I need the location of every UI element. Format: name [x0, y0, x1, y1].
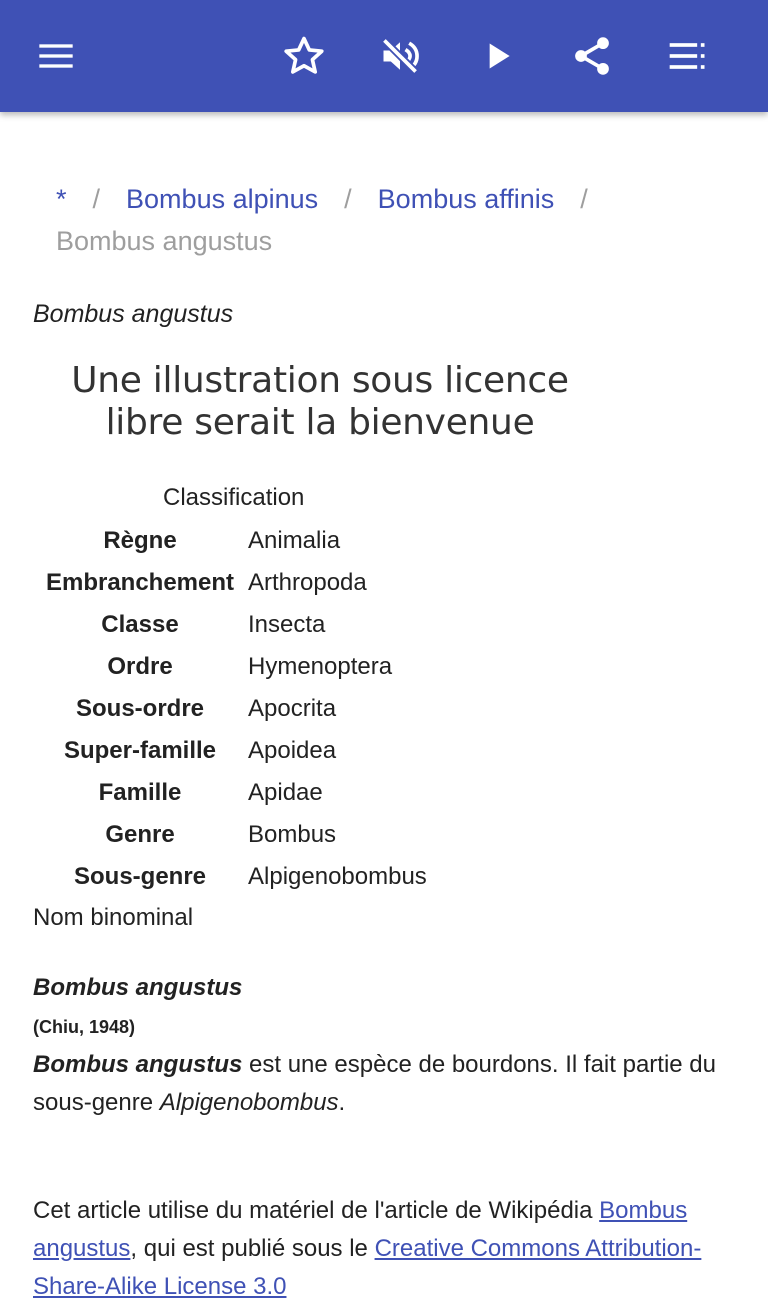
playlist-icon [666, 34, 710, 78]
playlist-button[interactable] [652, 20, 724, 92]
taxonomy-row [33, 520, 427, 562]
breadcrumb-item-bombus-alpinus[interactable]: Bombus alpinus [126, 184, 319, 214]
taxonomy-value: Apocrita [248, 695, 337, 722]
taxonomy-rank: Embranchement [45, 569, 235, 596]
breadcrumb-separator: / [344, 184, 352, 214]
taxonomy-row [33, 814, 427, 856]
taxonomy-rank: Règne [103, 527, 177, 554]
taxonomy-rank: Ordre [107, 653, 173, 680]
license-paragraph [33, 1192, 733, 1306]
taxonomy-rank: Famille [98, 779, 182, 806]
taxonomy-row [33, 604, 427, 646]
app-bar [0, 0, 768, 112]
image-placeholder-line2: libre serait la bienvenue [105, 402, 535, 443]
breadcrumb [56, 178, 736, 262]
taxonomy-row [33, 562, 427, 604]
intro-species: Bombus angustus [33, 1051, 243, 1078]
menu-button[interactable] [20, 20, 92, 92]
binomial-name: Bombus angustus [33, 974, 243, 1001]
article-content [0, 112, 768, 1300]
breadcrumb-current: Bombus angustus [56, 226, 273, 256]
share-button[interactable] [556, 20, 628, 92]
menu-icon [36, 36, 76, 76]
taxonomy-row [33, 730, 427, 772]
favorite-button[interactable] [268, 20, 340, 92]
license-text-middle: , qui est publié sous le [130, 1235, 375, 1262]
intro-text: est une espèce de bourdons. Il fait partie du sous-genre [33, 1051, 716, 1116]
taxonomy-value: Arthropoda [248, 569, 367, 596]
mute-button[interactable] [364, 20, 436, 92]
article-title: Bombus angustus [33, 300, 234, 328]
play-button[interactable] [462, 20, 534, 92]
breadcrumb-root[interactable]: * [56, 184, 67, 214]
classification-caption: Classification [163, 484, 305, 511]
taxonomy-rank: Sous-genre [73, 863, 207, 890]
share-icon [570, 34, 614, 78]
breadcrumb-separator: / [580, 184, 588, 214]
breadcrumb-separator: / [92, 184, 101, 214]
license-source-link[interactable]: Bombus angustus [33, 1197, 688, 1262]
taxonomy-row [33, 646, 427, 688]
volume-off-icon [378, 34, 422, 78]
taxonomy-value: Bombus [248, 821, 337, 848]
taxonomy-rank: Sous-ordre [75, 695, 204, 722]
taxonomy-row [33, 772, 427, 814]
taxonomy-value: Animalia [248, 527, 341, 554]
binomial-label: Nom binominal [33, 904, 194, 931]
taxonomy-row [33, 856, 427, 898]
taxonomy-rank: Super-famille [63, 737, 217, 764]
license-cc-link[interactable]: Creative Commons Attribution-Share-Alike License 3.0 [33, 1235, 702, 1300]
taxonomy-rank: Genre [105, 821, 175, 848]
taxonomy-rank: Classe [101, 611, 179, 638]
taxonomy-value: Alpigenobombus [248, 863, 427, 890]
image-placeholder[interactable] [40, 360, 600, 444]
taxonomy-value: Apoidea [248, 737, 337, 764]
taxonomy-value: Hymenoptera [248, 653, 393, 680]
image-placeholder-line1: Une illustration sous licence [71, 360, 569, 401]
taxonomy-value: Apidae [248, 779, 323, 806]
star-outline-icon [282, 34, 326, 78]
intro-text-end: . [338, 1089, 346, 1116]
license-text: Cet article utilise du matériel de l'article de Wikipédia [33, 1197, 600, 1224]
binomial-authority: (Chiu, 1948) [33, 1017, 136, 1037]
taxonomy-row [33, 688, 427, 730]
intro-subgenus: Alpigenobombus [159, 1089, 339, 1116]
breadcrumb-item-bombus-affinis[interactable]: Bombus affinis [377, 184, 555, 214]
taxonomy-table [33, 520, 427, 898]
taxonomy-value: Insecta [248, 611, 326, 638]
intro-paragraph [33, 1046, 733, 1122]
play-icon [478, 36, 518, 76]
